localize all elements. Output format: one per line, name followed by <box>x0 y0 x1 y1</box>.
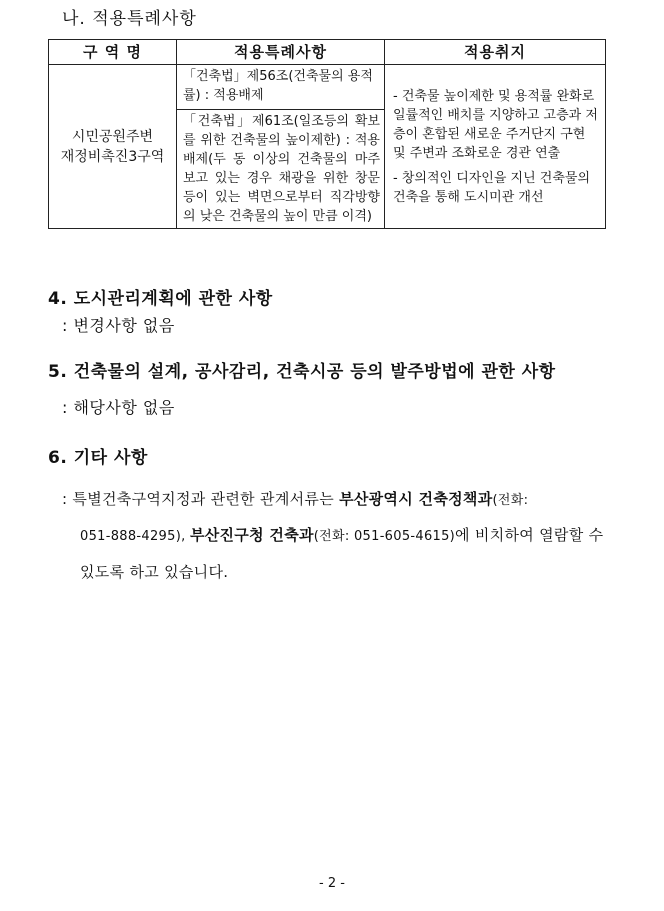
header-special-provisions: 적용특례사항 <box>177 40 385 65</box>
area-name-line1: 시민공원주변 <box>71 128 154 145</box>
section6-line1 <box>62 488 528 509</box>
purpose-cell <box>385 65 606 229</box>
section6-line2-text: 에 비치하여 열람할 수 <box>455 526 604 544</box>
section4-body: : 변경사항 없음 <box>62 316 175 335</box>
busan-building-policy-dept: 부산광역시 건축정책과 <box>339 490 493 508</box>
section5-body: : 해당사항 없음 <box>62 398 175 417</box>
busanjin-building-dept: 부산진구청 건축과 <box>189 526 314 544</box>
area-name-line2: 재정비촉진3구역 <box>60 148 165 165</box>
table-row <box>49 65 606 229</box>
page-number: - 2 - <box>319 876 345 891</box>
section6-line1-phone-label: (전화: <box>492 493 529 508</box>
table-header-row <box>49 40 606 65</box>
section6-line2 <box>80 524 603 545</box>
area-name-cell <box>49 65 177 229</box>
section4-title: 4. 도시관리계획에 관한 사항 <box>48 289 273 309</box>
section6-line3: 있도록 하고 있습니다. <box>80 563 229 581</box>
special-provisions-table <box>48 39 606 229</box>
special-provisions-cell <box>177 65 385 229</box>
purpose-item-design: - 창의적인 디자인을 지닌 건축물의 건축을 통해 도시미관 개선 <box>393 170 591 205</box>
clause-floor-area-ratio: 「건축법」제56조(건축물의 용적률) : 적용배제 <box>177 65 384 110</box>
section5-title: 5. 건축물의 설계, 공사감리, 건축시공 등의 발주방법에 관한 사항 <box>48 362 556 382</box>
section6-line1-text: : 특별건축구역지정과 관련한 관계서류는 <box>62 490 340 508</box>
busanjin-phone-number: (전화: 051-605-4615) <box>313 529 456 544</box>
header-area-name: 구 역 명 <box>49 40 177 65</box>
subheading-special-provisions: 나. 적용특례사항 <box>62 9 197 29</box>
busan-phone-number: 051-888-4295), <box>80 529 190 544</box>
header-purpose: 적용취지 <box>385 40 606 65</box>
clause-height-limit: 「건축법」제61조(일조등의 확보를 위한 건축물의 높이제한) : 적용배제(두 동 이상의 건축물의 마주보고 있는 경우 채광을 위한 창문 등이 있는 벽면으로부터 직각방향의 낮은 건축물의 높이 만큼 이격) <box>183 114 380 224</box>
section6-title: 6. 기타 사항 <box>48 448 148 468</box>
purpose-item-height-relief: - 건축물 높이제한 및 용적률 완화로 일률적인 배치를 지양하고 고층과 저층이 혼합된 새로운 주거단지 구현 및 주변과 조화로운 경관 연출 <box>393 88 598 161</box>
